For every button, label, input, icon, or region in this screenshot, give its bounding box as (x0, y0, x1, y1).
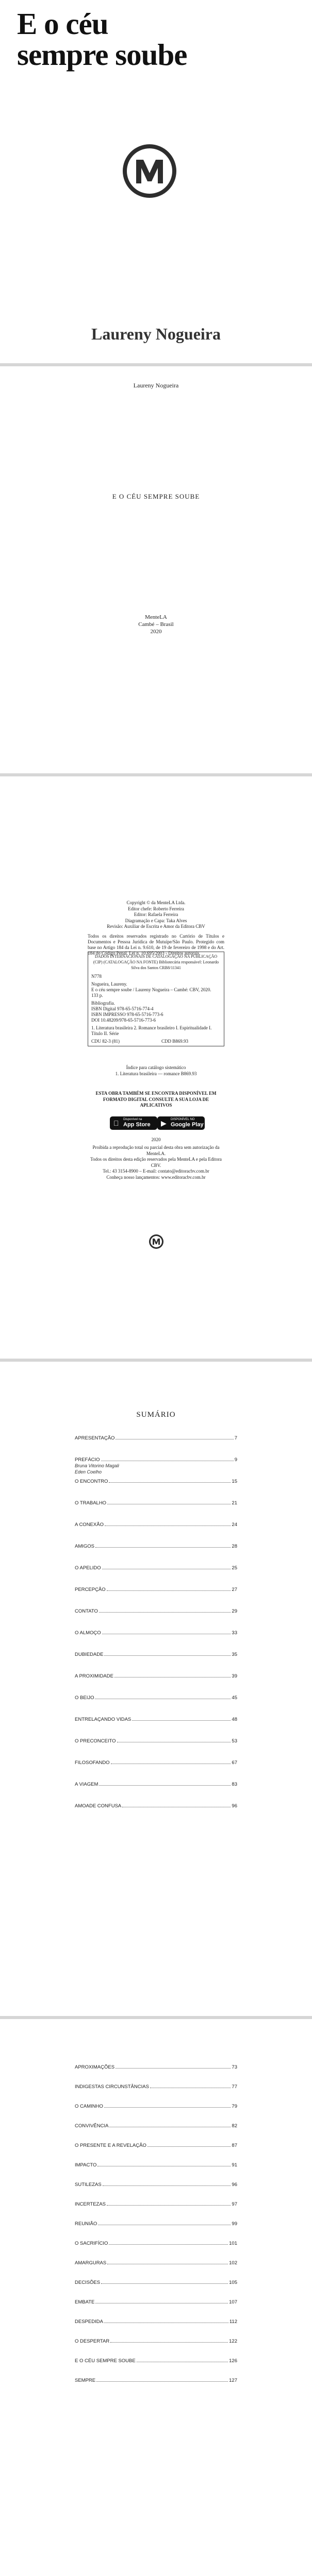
toc-entry-label: CONVIVÊNCIA (75, 2123, 109, 2129)
toc-entry-label: O BEIJO (75, 1695, 94, 1701)
toc-entry-label: INCERTEZAS (75, 2201, 106, 2207)
catalog-line: DOI 10.48209/978-65-5716-773-6 (91, 1018, 156, 1023)
toc-entry-label: O TRABALHO (75, 1500, 107, 1506)
toc-entry-page: 96 (232, 1803, 237, 1809)
toc-entry-label: O PRESENTE E A REVELAÇÃO (75, 2143, 146, 2148)
toc-entry-page: 73 (232, 2064, 237, 2070)
toc-entry-page: 91 (232, 2162, 237, 2168)
toc-entry-page: 122 (229, 2338, 237, 2344)
catalog-line: CDU 82-3 (81) CDD B869.93 (91, 1039, 188, 1044)
toc-entry-label: O APELIDO (75, 1565, 101, 1571)
footer-line: Todos os direitos desta edição reservados pela MenteLA e pela Editora CBV. (90, 1157, 222, 1168)
toc-entry[interactable] (75, 1434, 237, 1441)
toc-leader-dots (147, 2146, 231, 2147)
toc-leader-dots (104, 2107, 231, 2108)
toc-entry-label: AMARGURAS (75, 2260, 107, 2266)
toc-entry-page: 127 (229, 2378, 237, 2383)
toc-entry-page: 48 (232, 1717, 237, 1722)
toc-entry-page: 99 (232, 2221, 237, 2227)
toc-entry-label: AMIGOS (75, 1544, 95, 1549)
toc-entry-page: 45 (232, 1695, 237, 1701)
toc-entry[interactable] (75, 1650, 237, 1657)
publisher-year: 2020 (150, 629, 162, 635)
toc-entry-page: 33 (232, 1630, 237, 1636)
cataloging-box (88, 952, 224, 1046)
toc-entry[interactable] (75, 1672, 237, 1679)
toc-entry-page: 87 (232, 2143, 237, 2148)
toc-entry[interactable] (75, 1737, 237, 1744)
cover-page (0, 0, 312, 363)
index-heading: Índice para catálogo sistemático (126, 1065, 186, 1070)
toc-entry-page: 101 (229, 2241, 237, 2246)
toc-entry[interactable] (75, 1455, 237, 1463)
catalog-line: E o céu sempre soube / Laureny Nogueira – Cambé: CBV, 2020. (91, 987, 211, 992)
toc-entry-label: O DESPERTAR (75, 2338, 110, 2344)
toc-entry[interactable] (75, 1607, 237, 1614)
copyright-credits (88, 900, 224, 930)
toc-entry[interactable] (75, 2219, 237, 2227)
toc-entry-label: REUNIÃO (75, 2221, 97, 2227)
toc-entry-page: 79 (232, 2104, 237, 2109)
toc-entry-label: A PROXIMIDADE (75, 1673, 113, 1679)
catalog-line: Nogueira, Laureny. (91, 981, 127, 987)
credit-line: Diagramação e Capa: Taka Alves (125, 918, 187, 923)
toc-entry[interactable] (75, 1802, 237, 1809)
toc-entry-page: 35 (232, 1652, 237, 1657)
toc-entry[interactable] (75, 1564, 237, 1571)
publisher-city: Cambé – Brasil (138, 621, 174, 628)
toc-entry-label: PERCEPÇÃO (75, 1587, 106, 1592)
copyright-legal: Todos os direitos reservados registrado no Cartório de Títulos e Documentos e Pessoa Jurídica de Mutuípe/São Paulo. Protegido com base no Artigo 184 da Lei n. 9.610, de 19 de fevereiro de 1998 e do Art. 184 do Código Penal. Lei n. 10.695/2003 - Direitos autorais. (88, 934, 224, 956)
toc-entry-label: EMBATE (75, 2299, 95, 2305)
toc-entry-label: O SACRIFÍCIO (75, 2241, 108, 2246)
toc-entry-page: 25 (232, 1565, 237, 1571)
toc-entry-label: AMOADE CONFUSA (75, 1803, 122, 1809)
toc-leader-dots (116, 2068, 231, 2069)
toc-entry[interactable] (75, 1542, 237, 1549)
badge-small-text: Disponível na (123, 1118, 142, 1121)
toc-entry[interactable] (75, 1499, 237, 1506)
badge-big-text: Google Play (171, 1122, 204, 1128)
cover-title-line2: sempre soube (17, 38, 187, 72)
toc-entry-page: 9 (234, 1457, 237, 1463)
toc-entry-label: IMPACTO (75, 2162, 97, 2168)
toc-entry[interactable] (75, 1780, 237, 1787)
table-of-contents (75, 1434, 237, 1825)
publisher-logo-icon (149, 1234, 164, 1249)
toc-leader-dots (132, 1720, 231, 1721)
copyright-footer (88, 1145, 224, 1180)
toc-entry-label: O PRECONCEITO (75, 1738, 116, 1744)
toc-entry-label: O CAMINHO (75, 2104, 103, 2109)
toc-entry-label: O ENCONTRO (75, 1479, 108, 1484)
toc-entry-label: DUBIEDADE (75, 1652, 104, 1657)
toc-entry[interactable] (75, 2200, 237, 2207)
toc-entry[interactable] (75, 2298, 237, 2305)
toc-entry[interactable] (75, 2357, 237, 2364)
toc-entry-page: 77 (232, 2084, 237, 2090)
toc-entry[interactable] (75, 2122, 237, 2129)
play-icon: ▶ (161, 1119, 167, 1127)
digital-notice: ESTA OBRA TAMBÉM SE ENCONTRA DISPONÍVEL EM FORMATO DIGITAL CONSULTE A SUA LOJA DE APLICATIVOS (95, 1091, 217, 1108)
toc-entry[interactable] (75, 2239, 237, 2246)
badge-small-text: DISPONÍVEL NO (171, 1118, 195, 1121)
prefacio-author: Bruna Vitorino Magali (75, 1463, 119, 1468)
cover-title (17, 8, 187, 70)
toc-leader-dots (109, 2244, 228, 2245)
toc-leader-dots (96, 2381, 228, 2382)
toc-entry-page: 21 (232, 1500, 237, 1506)
toc-entry[interactable] (75, 1629, 237, 1636)
toc-entry[interactable] (75, 1715, 237, 1722)
toc-entry-page: 82 (232, 2123, 237, 2129)
toc-entry[interactable] (75, 2180, 237, 2188)
toc-entry[interactable] (75, 1520, 237, 1528)
catalog-line: ISBN IMPRESSO 978-65-5716-773-6 (91, 1012, 163, 1017)
toc-entry-label: DESPEDIDA (75, 2319, 103, 2325)
toc-entry[interactable] (75, 2141, 237, 2148)
footer-line: Proibida a reprodução total ou parcial desta obra sem autorização da MenteLA. (92, 1145, 220, 1156)
toc-entry-label: A VIAGEM (75, 1782, 98, 1787)
toc-entry-page: 105 (229, 2280, 237, 2285)
toc-entry-label: A CONEXÃO (75, 1522, 104, 1528)
toc-entry-page: 83 (232, 1782, 237, 1787)
toc-entry-label: O ALMOÇO (75, 1630, 101, 1636)
toc-entry-page: 24 (232, 1522, 237, 1528)
google-play-badge[interactable] (157, 1116, 205, 1130)
prefacio-author: Eden Coelho (75, 1469, 102, 1475)
toc-entry-page: 67 (232, 1760, 237, 1766)
catalog-line: Bibliografia. (91, 1001, 115, 1006)
cover-title-line1: E o céu (17, 7, 108, 41)
summary-page-1 (0, 1362, 312, 2016)
title-page (0, 366, 312, 773)
summary-page-2 (0, 2019, 312, 2576)
toc-entry-label: SUTILEZAS (75, 2182, 102, 2188)
toc-entry-label: SEMPRE (75, 2378, 96, 2383)
cataloging-heading: DADOS INTERNACIONAIS DE CATALOGAÇÃO NA PUBLICAÇÃO (CIP) (CATALOGAÇÃO NA FONTE) Bibliotecária responsável: Leonardo Silva dos Santos CRB8/11341 (93, 954, 219, 970)
toc-entry-page: 107 (229, 2299, 237, 2305)
toc-entry-page: 27 (232, 1587, 237, 1592)
toc-entry-label: DECISÕES (75, 2280, 101, 2285)
footer-line: Conheça nosso lançamentos: www.editoracbv.com.br (106, 1174, 206, 1180)
toc-entry-page: 126 (229, 2358, 237, 2364)
index-section (88, 1065, 224, 1077)
catalog-line: ISBN Digital 978-65-5716-774-4 (91, 1006, 154, 1011)
badge-big-text: App Store (123, 1122, 151, 1128)
toc-entry-page: 112 (229, 2319, 237, 2325)
toc-entry-label: APRESENTAÇÃO (75, 1435, 115, 1441)
copyright-page (0, 776, 312, 1359)
toc-leader-dots (99, 1785, 231, 1786)
toc-entry[interactable] (75, 2102, 237, 2109)
publisher-name: MenteLA (145, 614, 167, 620)
toc-leader-dots (103, 2185, 231, 2186)
credit-line: Copyright © da MenteLA Ltda. (126, 900, 186, 905)
catalog-line: 1. Literatura brasileira 2. Romance brasileiro I. Espiritualidade I. Título II. Série (91, 1025, 212, 1036)
toc-entry-page: 102 (229, 2260, 237, 2266)
toc-leader-dots (107, 1590, 231, 1591)
toc-entry[interactable] (75, 2161, 237, 2168)
toc-entry[interactable] (75, 1693, 237, 1701)
toc-entry-page: 28 (232, 1544, 237, 1549)
title-page-author: Laureny Nogueira (133, 382, 179, 389)
index-line: 1. Literatura brasileira — romance B869.93 (115, 1071, 197, 1076)
toc-entry[interactable] (75, 1585, 237, 1592)
credit-line: Editor: Rafaela Ferreira (134, 912, 178, 917)
toc-entry[interactable] (75, 2259, 237, 2266)
toc-entry[interactable] (75, 2278, 237, 2285)
toc-entry[interactable] (75, 2082, 237, 2090)
title-page-title: E O CÉU SEMPRE SOUBE (112, 493, 200, 500)
footer-line: Tel.: 43 3154-8900 – E-mail: contato@editoracbv.com.br (103, 1168, 209, 1174)
toc-entry-page: 29 (232, 1608, 237, 1614)
toc-entry-page: 53 (232, 1738, 237, 1744)
toc-entry-label: APROXIMAÇÕES (75, 2064, 115, 2070)
toc-entry-page: 96 (232, 2182, 237, 2188)
catalog-line: 133 p. (91, 993, 103, 998)
toc-entry[interactable] (75, 2063, 237, 2070)
toc-leader-dots (107, 2205, 231, 2206)
publisher-logo-icon (122, 143, 177, 199)
toc-entry[interactable] (75, 1758, 237, 1766)
toc-entry-page: 97 (232, 2201, 237, 2207)
credit-line: Editor chefe: Roberto Ferreira (128, 906, 184, 911)
toc-entry[interactable] (75, 1477, 237, 1484)
toc-leader-dots (110, 2342, 228, 2343)
toc-entry-page: 7 (234, 1435, 237, 1441)
toc-entry-label: INDIGESTAS CIRCUNSTÂNCIAS (75, 2084, 149, 2090)
toc-entry-label: PREFÁCIO (75, 1457, 100, 1463)
credit-line: Revisão: Auxiliar de Escrita e Amor da Editora CBV (107, 924, 205, 929)
toc-entry-label: ENTRELAÇANDO VIDAS (75, 1717, 132, 1722)
toc-leader-dots (99, 1612, 231, 1613)
cover-author: Laureny Nogueira (91, 325, 221, 343)
toc-leader-dots (95, 1547, 231, 1548)
table-of-contents-continued (75, 2063, 237, 2393)
toc-entry-label: FILOSOFANDO (75, 1760, 110, 1766)
apple-icon (113, 1119, 119, 1127)
toc-leader-dots (109, 1482, 231, 1483)
app-store-badge[interactable] (110, 1116, 157, 1130)
toc-entry[interactable] (75, 2317, 237, 2325)
toc-entry-page: 15 (232, 1479, 237, 1484)
toc-entry-label: E O CÉU SEMPRE SOUBE (75, 2358, 136, 2364)
title-page-publisher (0, 614, 312, 635)
toc-entry-page: 39 (232, 1673, 237, 1679)
toc-entry-label: CONTATO (75, 1608, 98, 1614)
toc-entry[interactable] (75, 2337, 237, 2344)
toc-leader-dots (101, 2283, 228, 2284)
summary-title: SUMÁRIO (136, 1411, 176, 1419)
toc-entry[interactable] (75, 2376, 237, 2383)
toc-leader-dots (104, 1655, 231, 1656)
copyright-year: 2020 (151, 1137, 161, 1142)
catalog-line: N778 (91, 974, 102, 979)
